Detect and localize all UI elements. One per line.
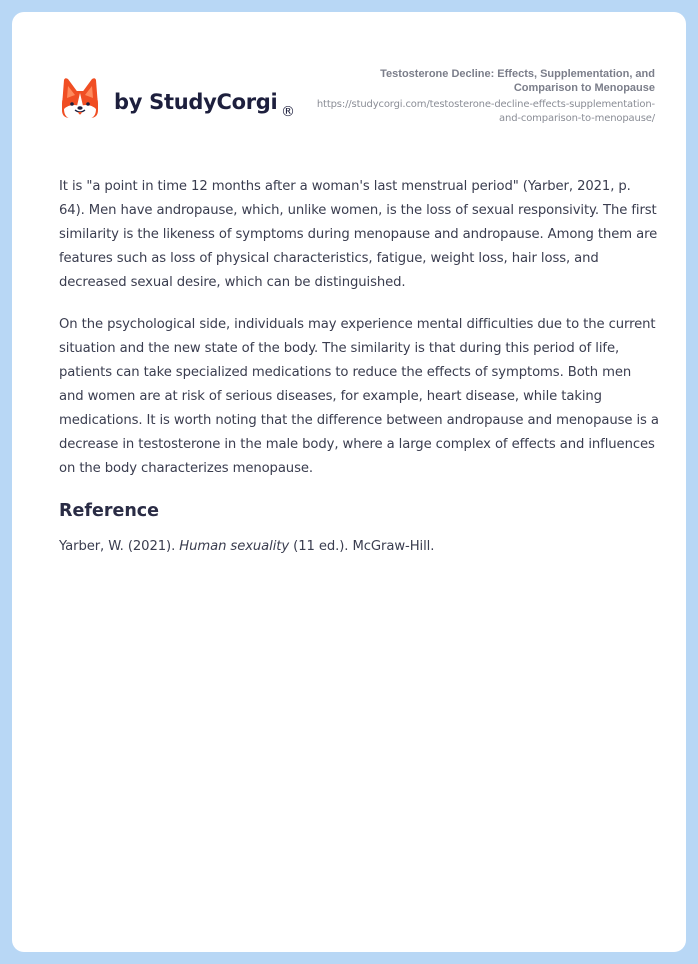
- reference-entry: [59, 537, 659, 557]
- document-card: [12, 12, 686, 952]
- document-url[interactable]: https://studycorgi.com/testosterone-decline-effects-supplementation-and-comparison-to-menopause/: [316, 99, 655, 124]
- logo-text: by StudyCorgi: [114, 90, 278, 114]
- document-body: [59, 175, 659, 557]
- reference-entry-title: Human sexuality: [179, 539, 290, 554]
- document-meta: [315, 67, 655, 125]
- studycorgi-logo[interactable]: [60, 76, 295, 120]
- reference-entry-authors: Yarber, W. (2021).: [59, 539, 180, 554]
- document-header: [12, 12, 686, 152]
- document-title: Testosterone Decline: Effects, Supplementation, and Comparison to Menopause: [380, 68, 655, 94]
- body-paragraph: On the psychological side, individuals may experience mental difficulties due to the current situation and the new state of the body. The similarity is that during this period of life, patients can take specialized medications to reduce the effects of symptoms. Both men and women are at risk of serious diseases, for example, heart disease, while taking medications. It is worth noting that the difference between andropause and menopause is a decrease in testosterone in the male body, where a large complex of effects and influences on the body characterizes menopause.: [59, 317, 659, 476]
- reference-entry-publisher: (11 ed.). McGraw-Hill.: [289, 539, 435, 554]
- reference-heading: Reference: [59, 501, 160, 521]
- corgi-logo-icon: [60, 76, 100, 120]
- registered-mark: ®: [281, 104, 295, 120]
- body-paragraph: It is "a point in time 12 months after a woman's last menstrual period" (Yarber, 2021, p. 64). Men have andropause, which, unlike women, is the loss of sexual responsivity. The first similarity is the likeness of symptoms during menopause and andropause. Among them are features such as loss of physical characteristics, fatigue, weight loss, hair loss, and decreased sexual desire, which can be distinguished.: [59, 179, 658, 290]
